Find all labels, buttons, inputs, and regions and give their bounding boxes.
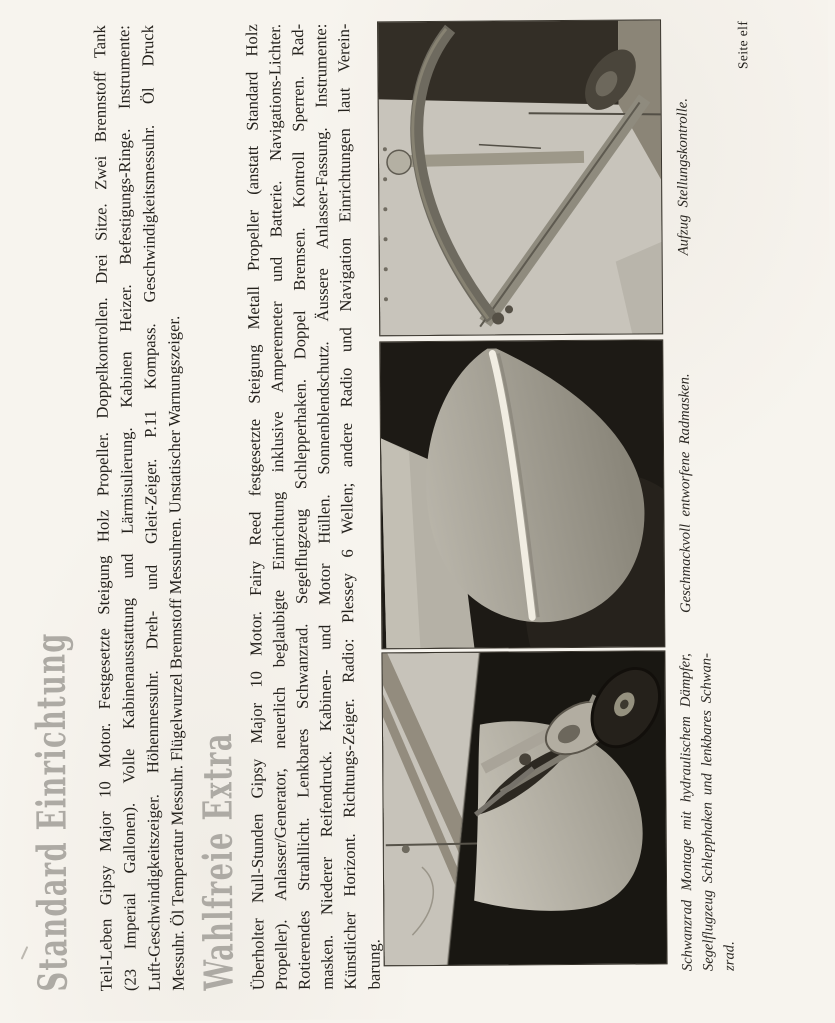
section-heading-wahlfreie-extra [193, 611, 243, 991]
caption-line: Segelflugzeug Schlepphaken und lenkbares Schwan- [698, 653, 717, 972]
elevator-control-photo-illustration [378, 20, 662, 335]
body-line: Messuhr. Öl Temperatur Messuhr. Flügelwurzel Brennstoff Messuhren. Unstatischer Warnungszeiger. [164, 315, 188, 991]
body-line: Luft-Geschwindigkeitszeiger. Höhenmessuhr. Dreh- und Gleit-Zeiger. P.11 Kompass. Geschwindigkeitsmessuhr. Öl Druck [138, 24, 164, 991]
wheel-spats-caption: Geschmackvoll entworfene Radmasken. [676, 373, 695, 614]
tailwheel-photo-illustration [382, 651, 666, 965]
body-line: (23 Imperial Gallonen). Volle Kabinenausstattung und Lärmisulierung. Kabinen Heizer. Befestigungs-Ringe. Instrumente: [114, 25, 140, 992]
section-heading-standard-einrichtung [27, 463, 77, 992]
wheel-spat-photo-illustration [380, 340, 664, 648]
caption-line: zrad. [721, 941, 738, 971]
body-line: barung. [364, 939, 384, 990]
pencil-mark [21, 946, 29, 960]
body-line: Rotierendes Strahllicht. Lenkbares Schwanzrad. Segelflugzeug Schlepperhaken. Doppel Bremsen. Kontroll Sperren. Rad- [288, 23, 314, 990]
body-line: Propeller). Anlasser/Generator, neuerlich beglaubigte Einrichtung inklusive Amperemeter und Batterie. Navigations-Lichter. [265, 23, 291, 991]
caption-line: Schwanzrad Montage mit hydraulischem Dämpfer, [677, 653, 696, 972]
body-line: Teil-Leben Gipsy Major 10 Motor. Festgesetzte Steigung Holz Propeller. Doppelkontrollen. Drei Sitze. Zwei Brennstoff Tank [90, 25, 116, 992]
body-line: masken. Niederer Reifendruck. Kabinen- und Motor Hüllen. Sonnenblendschutz. Äussere Anlasser-Fassung. Instrumente: [311, 23, 337, 990]
page-number: Seite elf [735, 20, 751, 70]
elevator-control-caption: Aufzug Stellungskontrolle. [674, 98, 692, 256]
section-heading-text: Wahlfreie Extra [193, 732, 243, 991]
body-line: Künstlicher Horizont. Richtungs-Zeiger. Radio: Plessey 6 Wellen; andere Radio und Navigation Einrichtungen laut Verein- [334, 23, 360, 990]
photo-elevator-control [378, 20, 662, 335]
body-line: Überholter Null-Stunden Gipsy Major 10 Motor. Fairy Reed festgesetzte Steigung Metall Propeller (anstatt Standard Holz [242, 24, 268, 991]
photo-wheel-spat [380, 340, 664, 648]
photo-tailwheel-mount [382, 651, 666, 965]
section-heading-text: Standard Einrichtung [27, 632, 77, 992]
